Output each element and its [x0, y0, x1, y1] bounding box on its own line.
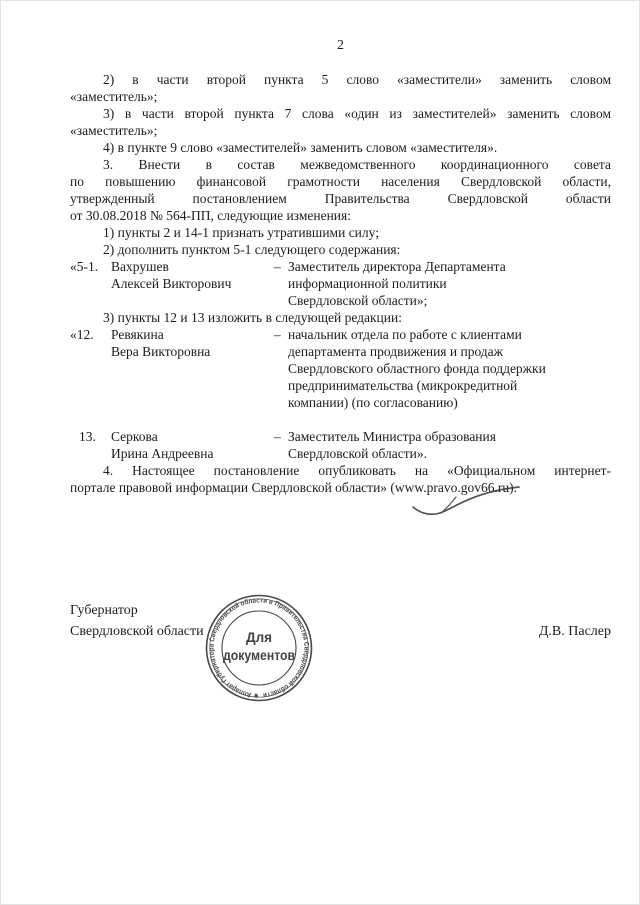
- table-row: [70, 428, 611, 462]
- row-description: [288, 428, 611, 462]
- document-body: [70, 71, 611, 496]
- blank-line: [70, 411, 611, 428]
- row-description-line: Свердловского областного фонда поддержки: [288, 361, 546, 376]
- text-line: по повышению финансовой грамотности населения Свердловской области,: [70, 174, 611, 189]
- row-name-line: Серкова: [111, 429, 158, 444]
- row-description-line: Свердловской области».: [288, 446, 427, 461]
- row-number-text: «5-1.: [70, 259, 99, 274]
- stamp-center-line1: Для: [245, 630, 273, 645]
- row-dash: [274, 258, 288, 309]
- text-line: 3. Внести в состав межведомственного координационного совета: [103, 157, 611, 172]
- row-name-line: Вахрушев: [111, 259, 169, 274]
- row-number: [70, 428, 111, 462]
- signatory-title-line1: Губернатор: [70, 603, 138, 618]
- text-line: 2) в части второй пункта 5 слово «заместители» заменить словом: [103, 72, 611, 87]
- signatory-name: Д.В. Паслер: [538, 624, 611, 639]
- row-dash: [274, 428, 288, 462]
- signature-block: [70, 600, 611, 642]
- row-name-line: Ревякина: [111, 327, 164, 342]
- row-name: [111, 428, 274, 462]
- row-name: [111, 326, 274, 411]
- row-number: [70, 258, 111, 309]
- text-line: портале правовой информации Свердловской области» (www.pravo.gov66.ru).: [70, 480, 518, 495]
- table-row: [70, 326, 611, 411]
- signatory-title-line2: Свердловской области: [70, 624, 204, 639]
- row-name: [111, 258, 274, 309]
- text-line: 4. Настоящее постановление опубликовать на «Официальном интернет-: [103, 463, 611, 478]
- stamp-ring-text: ★ Аппарат Губернатора Свердловской области и Правительства Свердловской области: [208, 597, 310, 699]
- row-number-text: «12.: [70, 327, 94, 342]
- row-description: [288, 326, 611, 411]
- row-description-line: информационной политики: [288, 276, 447, 291]
- text-line: «заместитель»;: [70, 123, 158, 138]
- text-line: 2) дополнить пунктом 5-1 следующего содержания:: [103, 242, 401, 257]
- row-name-line: Вера Викторовна: [111, 344, 211, 359]
- row-description-line: компании) (по согласованию): [288, 395, 458, 410]
- signatory-title: [70, 600, 204, 642]
- row-name-line: Ирина Андреевна: [111, 446, 214, 461]
- row-description-line: Заместитель директора Департамента: [288, 259, 506, 274]
- row-description: [288, 258, 611, 309]
- row-description-line: Свердловской области»;: [288, 293, 428, 308]
- text-line: утвержденный постановлением Правительства Свердловской области: [70, 191, 611, 206]
- row-dash: [274, 326, 288, 411]
- document-stamp: [203, 592, 315, 706]
- row-dash-text: –: [274, 259, 281, 274]
- text-line: 3) пункты 12 и 13 изложить в следующей редакции:: [103, 310, 402, 325]
- signature-flourish: [407, 482, 527, 518]
- text-line: от 30.08.2018 № 564-ПП, следующие изменения:: [70, 208, 351, 223]
- table-row: [70, 258, 611, 309]
- text-line: 4) в пункте 9 слово «заместителей» заменить словом «заместителя».: [103, 140, 498, 155]
- text-line: 3) в части второй пункта 7 слова «один из заместителей» заменить словом: [103, 106, 611, 121]
- row-number-text: 13.: [79, 429, 96, 444]
- row-dash-text: –: [274, 429, 281, 444]
- text-line: «заместитель»;: [70, 89, 158, 104]
- row-description-line: начальник отдела по работе с клиентами: [288, 327, 522, 342]
- row-description-line: предпринимательства (микрокредитной: [288, 378, 518, 393]
- row-description-line: департамента продвижения и продаж: [288, 344, 503, 359]
- row-name-line: Алексей Викторович: [111, 276, 232, 291]
- page-number: 2: [337, 38, 344, 53]
- row-dash-text: –: [274, 327, 281, 342]
- text-line: 1) пункты 2 и 14-1 признать утратившими силу;: [103, 225, 379, 240]
- row-description-line: Заместитель Министра образования: [288, 429, 496, 444]
- row-number: [70, 326, 111, 411]
- stamp-center-line2: документов: [223, 648, 295, 663]
